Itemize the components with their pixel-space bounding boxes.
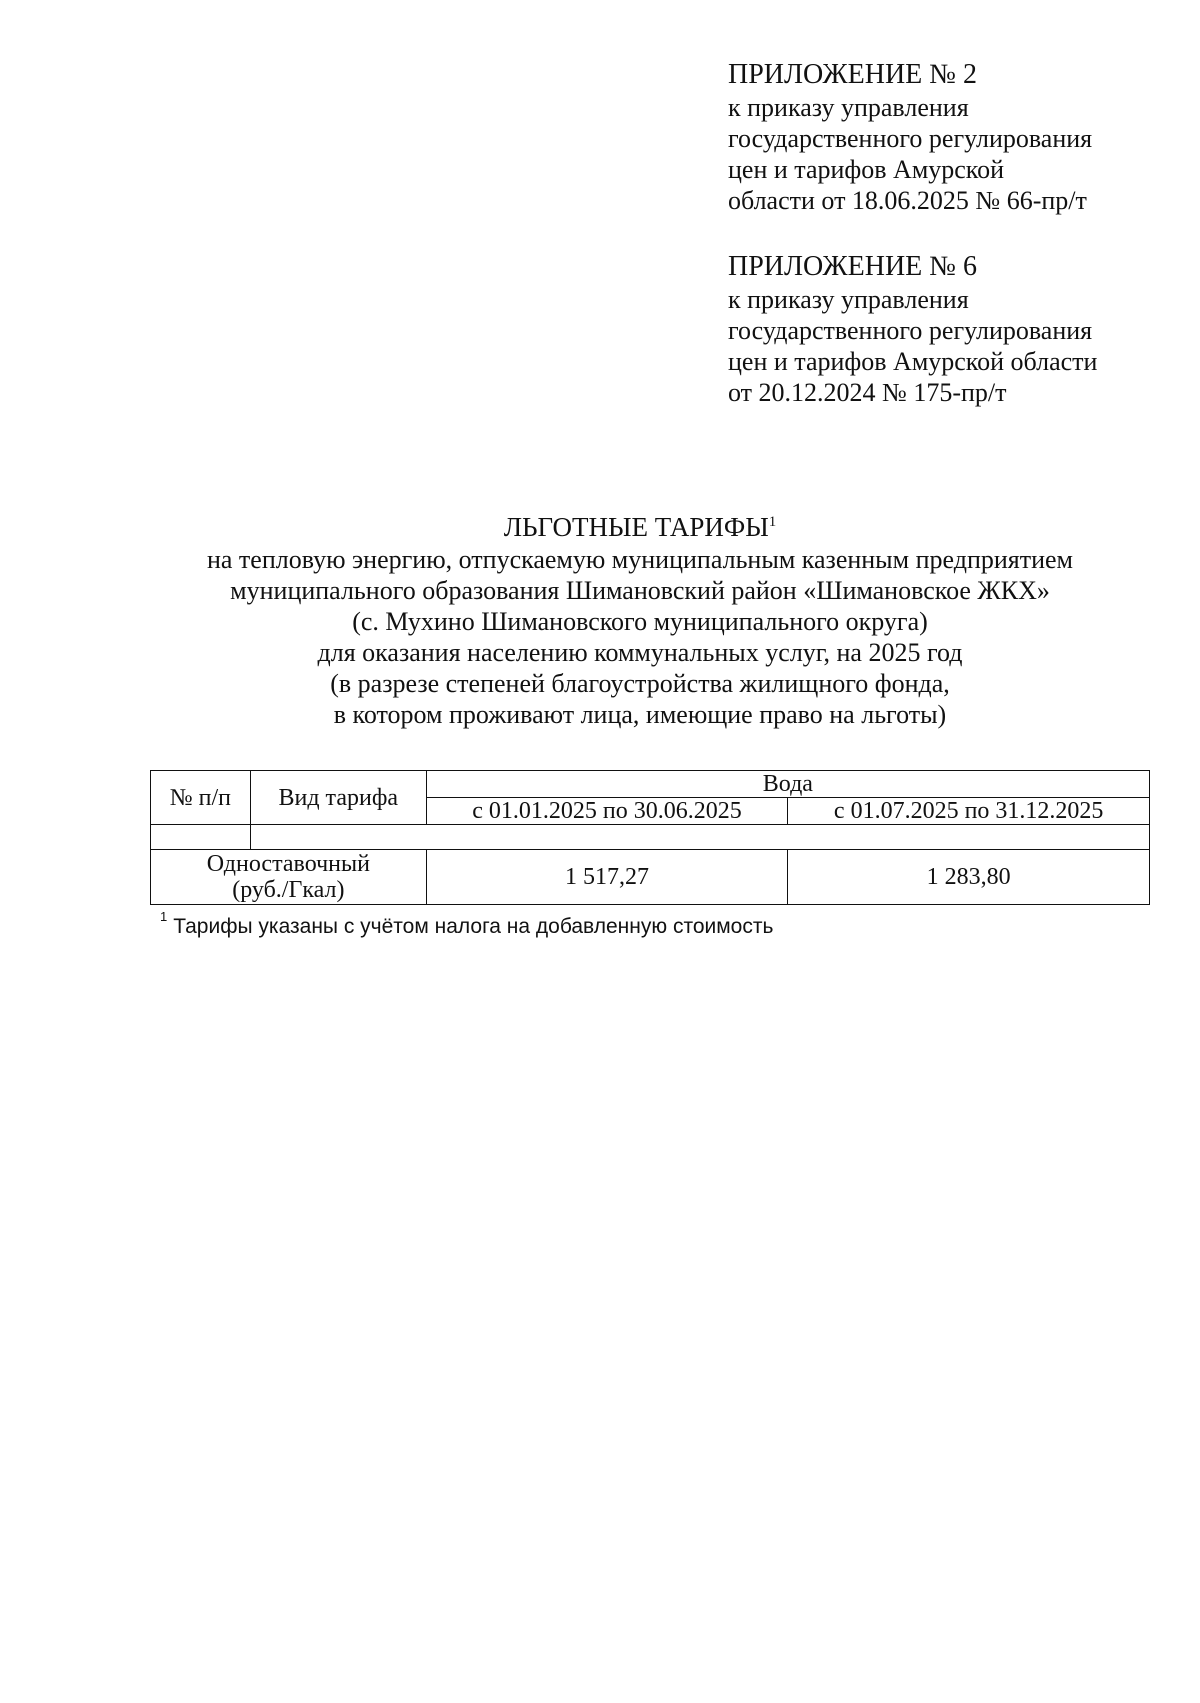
tariff-table xyxy=(150,770,1150,905)
table-row xyxy=(151,850,1150,905)
tariff-kind-unit: (руб./Гкал) xyxy=(232,877,345,903)
document-title-block xyxy=(140,510,1140,730)
subtitle-line: для оказания населению коммунальных услуг, на 2025 год xyxy=(317,638,963,667)
footnote-marker: 1 xyxy=(160,909,168,924)
appendix-title: ПРИЛОЖЕНИЕ № 2 xyxy=(728,59,977,90)
subtitle-line: на тепловую энергию, отпускаемую муниципальным казенным предприятием xyxy=(206,545,1074,574)
blank-cell xyxy=(250,825,1149,850)
appendix-line: области от 18.06.2025 № 66-пр/т xyxy=(728,186,1087,215)
appendix-line: цен и тарифов Амурской xyxy=(728,155,1005,184)
subtitle-line: в котором проживают лица, имеющие право на льготы) xyxy=(333,700,947,729)
header-period-2: с 01.07.2025 по 31.12.2025 xyxy=(788,798,1150,825)
header-tariff-kind: Вид тарифа xyxy=(250,771,426,825)
tariff-value-period-1: 1 517,27 xyxy=(426,850,788,905)
title-text: ЛЬГОТНЫЕ ТАРИФЫ xyxy=(503,512,769,542)
footnote xyxy=(160,909,774,939)
appendix-6-header xyxy=(728,250,1097,408)
tariff-kind-cell xyxy=(151,850,427,905)
document-title xyxy=(140,510,1140,544)
header-row-number: № п/п xyxy=(151,771,251,825)
appendix-title: ПРИЛОЖЕНИЕ № 6 xyxy=(728,251,977,282)
appendix-line: к приказу управления xyxy=(728,285,969,314)
tariff-value-period-2: 1 283,80 xyxy=(788,850,1150,905)
appendix-line: государственного регулирования xyxy=(728,316,1093,345)
title-footnote-marker: 1 xyxy=(768,514,777,530)
header-period-1: с 01.01.2025 по 30.06.2025 xyxy=(426,798,788,825)
blank-cell xyxy=(151,825,251,850)
appendix-line: к приказу управления xyxy=(728,93,969,122)
subtitle-line: (в разрезе степеней благоустройства жилищного фонда, xyxy=(330,669,950,698)
footnote-text: Тарифы указаны с учётом налога на добавленную стоимость xyxy=(173,915,774,938)
appendix-line: цен и тарифов Амурской области xyxy=(728,347,1098,376)
subtitle-line: муниципального образования Шимановский район «Шимановское ЖКХ» xyxy=(230,576,1050,605)
appendix-2-header xyxy=(728,58,1092,216)
appendix-line: государственного регулирования xyxy=(728,124,1093,153)
appendix-line: от 20.12.2024 № 175-пр/т xyxy=(728,378,1007,407)
subtitle-line: (с. Мухино Шимановского муниципального округа) xyxy=(352,607,928,636)
tariff-kind-name: Одноставочный xyxy=(206,851,370,877)
header-group-water: Вода xyxy=(426,771,1149,798)
